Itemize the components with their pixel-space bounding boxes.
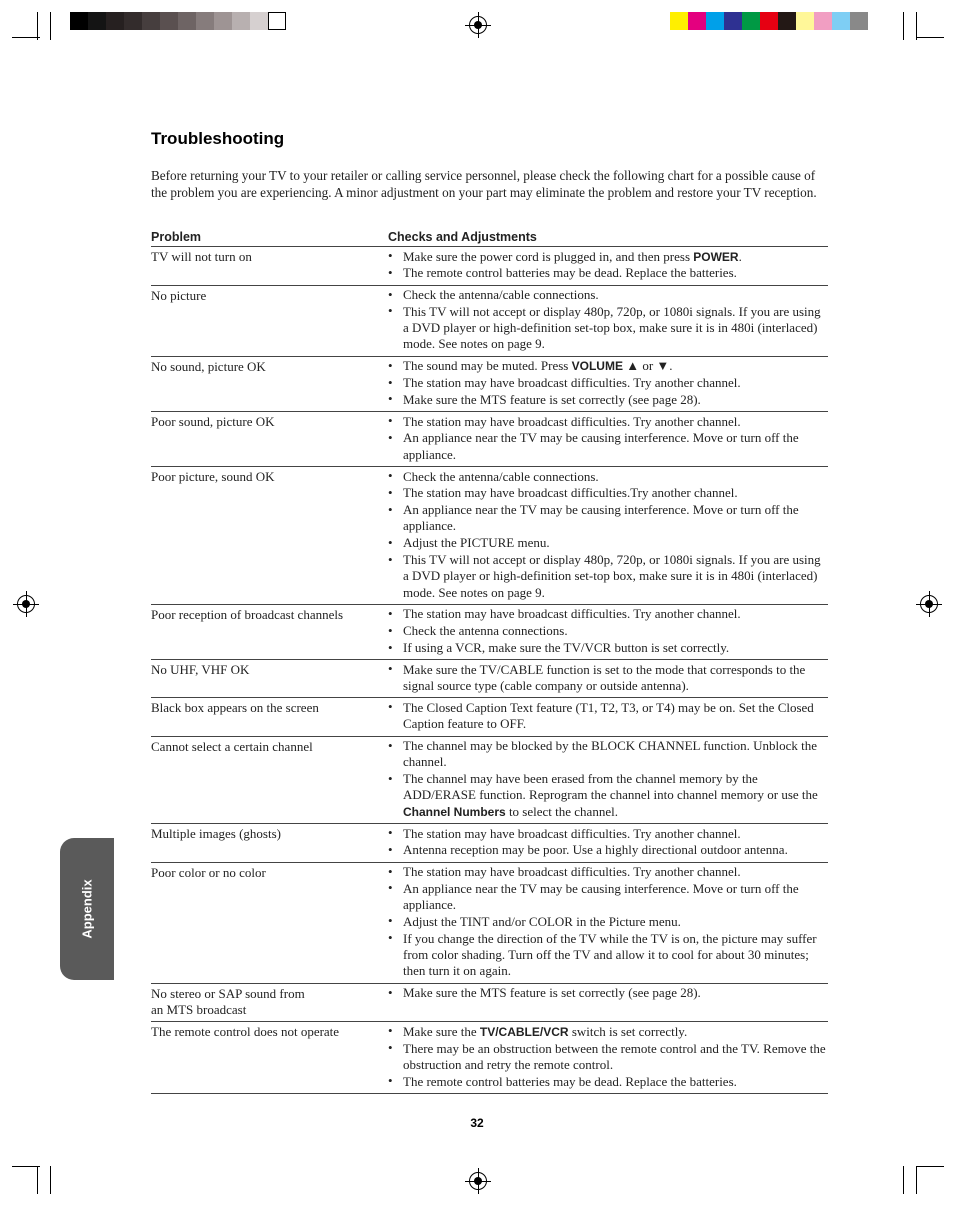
- color-swatch: [850, 12, 868, 30]
- side-tab-label: Appendix: [79, 879, 95, 939]
- check-item: • An appliance near the TV may be causing interference. Move or turn off the appliance.: [388, 880, 828, 913]
- table-row: [151, 698, 828, 736]
- color-swatch: [706, 12, 724, 30]
- crop-mark: [12, 37, 40, 38]
- crop-mark: [903, 1166, 904, 1194]
- check-item: • Make sure the TV/CABLE/VCR switch is set correctly.: [388, 1023, 828, 1040]
- color-swatch: [778, 12, 796, 30]
- check-item: • An appliance near the TV may be causing interference. Move or turn off the appliance.: [388, 502, 828, 535]
- table-row: [151, 660, 828, 698]
- check-item: • An appliance near the TV may be causing interference. Move or turn off the appliance.: [388, 430, 828, 463]
- color-swatch: [178, 12, 196, 30]
- problem-cell: No picture: [151, 287, 207, 303]
- table-row: [151, 984, 828, 1023]
- problem-cell: TV will not turn on: [151, 249, 252, 264]
- crop-mark: [37, 1166, 38, 1194]
- checks-list: [388, 248, 828, 282]
- color-swatch: [268, 12, 286, 30]
- crop-mark: [50, 1166, 51, 1194]
- checks-list: [388, 661, 828, 694]
- check-item: • Make sure the power cord is plugged in, and then press POWER.: [388, 248, 828, 265]
- table-row: [151, 247, 828, 286]
- color-swatch: [232, 12, 250, 30]
- check-item: • Check the antenna/cable connections.: [388, 468, 828, 485]
- crop-mark: [916, 12, 917, 40]
- crop-mark: [916, 37, 944, 38]
- check-item: • Check the antenna connections.: [388, 623, 828, 640]
- problem-cell: No sound, picture OK: [151, 358, 266, 374]
- color-swatch: [670, 12, 688, 30]
- registration-mark-icon: [469, 16, 487, 34]
- table-row: [151, 737, 828, 824]
- checks-list: [388, 1023, 828, 1090]
- problem-cell: Poor picture, sound OK: [151, 469, 275, 485]
- problem-cell: The remote control does not operate: [151, 1024, 340, 1040]
- table-body: [151, 247, 828, 1094]
- checks-list: [388, 864, 828, 980]
- table-row: [151, 286, 828, 357]
- table-row: [151, 357, 828, 412]
- registration-mark-icon: [17, 595, 35, 613]
- color-swatch: [88, 12, 106, 30]
- check-item: • The station may have broadcast difficulties. Try another channel.: [388, 825, 828, 842]
- color-swatch: [742, 12, 760, 30]
- check-item: • The station may have broadcast difficulties. Try another channel.: [388, 413, 828, 430]
- color-swatch: [160, 12, 178, 30]
- problem-cell: Poor sound, picture OK: [151, 414, 275, 430]
- troubleshooting-table: [151, 228, 828, 1094]
- checks-list: [388, 287, 828, 353]
- color-swatch: [124, 12, 142, 30]
- checks-list: [388, 699, 828, 732]
- color-bar: [670, 12, 868, 30]
- checks-list: [388, 606, 828, 656]
- problem-cell: Multiple images (ghosts): [151, 826, 281, 841]
- check-item: • If using a VCR, make sure the TV/VCR button is set correctly.: [388, 640, 828, 657]
- check-item: • Make sure the MTS feature is set correctly (see page 28).: [388, 391, 828, 408]
- table-row: [151, 824, 828, 863]
- registration-mark-icon: [920, 595, 938, 613]
- checks-list: [388, 358, 828, 408]
- problem-cell: No stereo or SAP sound from an MTS broadcast: [151, 985, 305, 1017]
- checks-list: [388, 825, 828, 859]
- table-header: [151, 228, 828, 247]
- page-number: 32: [470, 1116, 484, 1130]
- problem-header: Problem: [151, 230, 202, 244]
- table-row: [151, 412, 828, 467]
- check-item: • The remote control batteries may be dead. Replace the batteries.: [388, 1073, 828, 1090]
- color-swatch: [196, 12, 214, 30]
- table-row: [151, 1022, 828, 1094]
- crop-mark: [50, 12, 51, 40]
- check-item: • Adjust the PICTURE menu.: [388, 535, 828, 552]
- check-item: • This TV will not accept or display 480p, 720p, or 1080i signals. If you are using a DVD player or high-definition set-top box, make sure it is in 480i (interlaced) mode. See notes on page 9.: [388, 303, 828, 352]
- color-swatch: [796, 12, 814, 30]
- intro-paragraph: Before returning your TV to your retailer or calling service personnel, please check the following chart for a possible cause of the problem you are experiencing. A minor adjustment on your part may eliminate the problem and restore your TV reception.: [151, 168, 817, 200]
- crop-mark: [37, 12, 38, 40]
- table-row: [151, 467, 828, 605]
- problem-cell: Poor color or no color: [151, 864, 266, 880]
- check-item: • The station may have broadcast difficulties. Try another channel.: [388, 375, 828, 392]
- check-item: • There may be an obstruction between the remote control and the TV. Remove the obstruction and retry the remote control.: [388, 1040, 828, 1073]
- check-item: • The station may have broadcast difficulties. Try another channel.: [388, 606, 828, 623]
- color-swatch: [250, 12, 268, 30]
- check-item: • The Closed Caption Text feature (T1, T2, T3, or T4) may be on. Set the Closed Caption feature to OFF.: [388, 699, 828, 732]
- table-row: [151, 605, 828, 660]
- color-swatch: [814, 12, 832, 30]
- color-swatch: [214, 12, 232, 30]
- check-item: • The sound may be muted. Press VOLUME ▲ or ▼.: [388, 358, 828, 375]
- checks-header: Checks and Adjustments: [388, 230, 537, 244]
- checks-list: [388, 468, 828, 601]
- checks-list: [388, 985, 828, 1019]
- check-item: • Adjust the TINT and/or COLOR in the Picture menu.: [388, 913, 828, 930]
- registration-mark-icon: [469, 1172, 487, 1190]
- color-swatch: [70, 12, 88, 30]
- appendix-side-tab: [60, 838, 114, 980]
- problem-cell: Poor reception of broadcast channels: [151, 606, 344, 622]
- check-item: • This TV will not accept or display 480p, 720p, or 1080i signals. If you are using a DVD player or high-definition set-top box, make sure it is in 480i (interlaced) mode. See notes on page 9.: [388, 552, 828, 601]
- color-swatch: [688, 12, 706, 30]
- grayscale-bar: [70, 12, 286, 30]
- check-item: • Make sure the TV/CABLE function is set to the mode that corresponds to the signal source type (cable company or outside antenna).: [388, 661, 828, 694]
- check-item: • Antenna reception may be poor. Use a highly directional outdoor antenna.: [388, 842, 828, 859]
- check-item: • The station may have broadcast difficulties.Try another channel.: [388, 485, 828, 502]
- check-item: • The channel may be blocked by the BLOCK CHANNEL function. Unblock the channel.: [388, 738, 828, 771]
- checks-list: [388, 413, 828, 463]
- color-swatch: [724, 12, 742, 30]
- check-item: • Check the antenna/cable connections.: [388, 287, 828, 304]
- crop-mark: [916, 1166, 944, 1167]
- check-item: • The channel may have been erased from the channel memory by the ADD/ERASE function. Reprogram the channel into channel memory or use the Channel Numbers to select the channel.: [388, 771, 828, 820]
- color-swatch: [106, 12, 124, 30]
- color-swatch: [760, 12, 778, 30]
- crop-mark: [916, 1166, 917, 1194]
- table-row: [151, 863, 828, 984]
- check-item: • The remote control batteries may be dead. Replace the batteries.: [388, 265, 828, 282]
- check-item: • If you change the direction of the TV while the TV is on, the picture may suffer from color shading. Turn off the TV and allow it to cool for about 30 minutes; then turn it on again.: [388, 930, 828, 979]
- color-swatch: [142, 12, 160, 30]
- page-title: Troubleshooting: [151, 129, 285, 148]
- problem-cell: Cannot select a certain channel: [151, 738, 313, 754]
- check-item: • The station may have broadcast difficulties. Try another channel.: [388, 864, 828, 881]
- color-swatch: [832, 12, 850, 30]
- checks-list: [388, 738, 828, 820]
- check-item: • Make sure the MTS feature is set correctly (see page 28).: [388, 985, 828, 1002]
- crop-mark: [903, 12, 904, 40]
- crop-mark: [12, 1166, 40, 1167]
- problem-cell: No UHF, VHF OK: [151, 662, 250, 678]
- problem-cell: Black box appears on the screen: [151, 700, 319, 716]
